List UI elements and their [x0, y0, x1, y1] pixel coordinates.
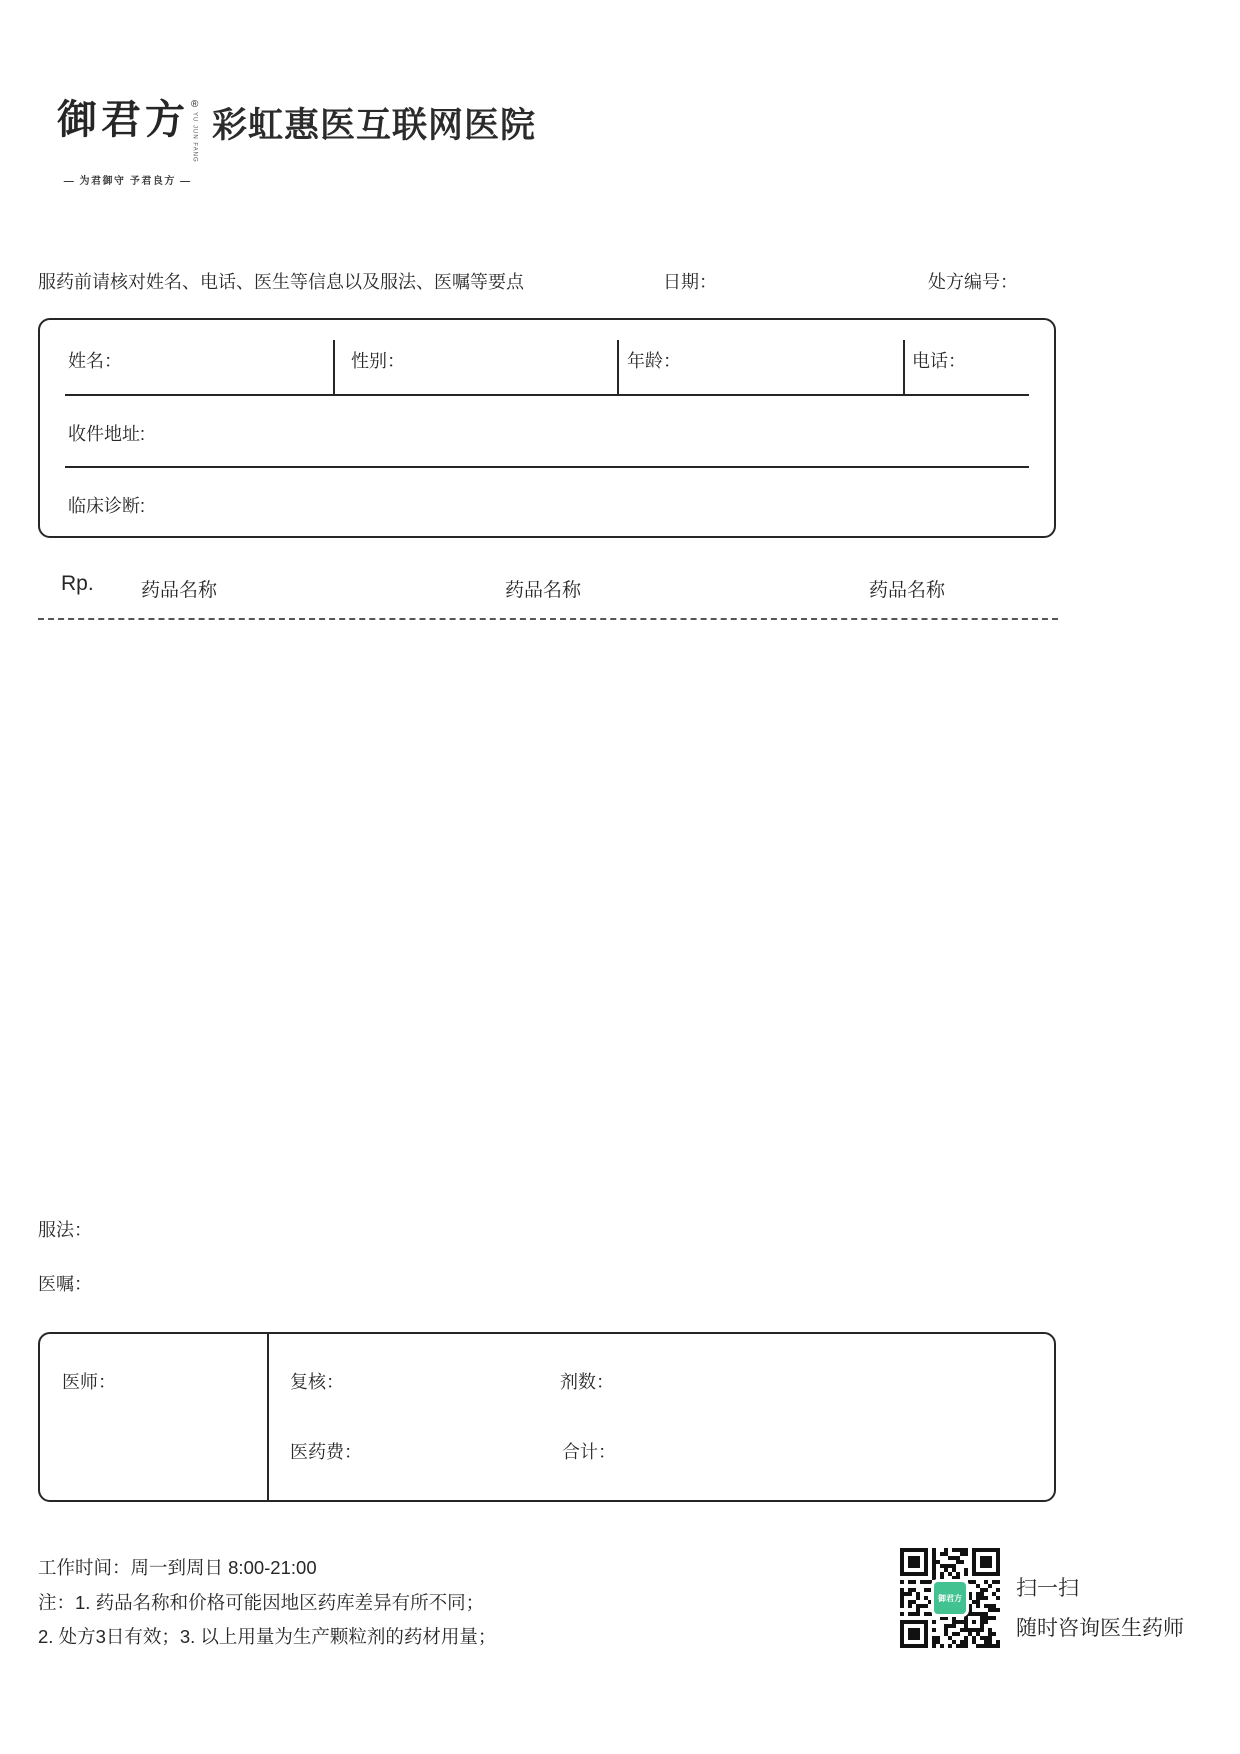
patient-phone-label: 电话：: [912, 351, 966, 371]
footer-note-line2: 2. 处方3日有效；3. 以上用量为生产颗粒剂的药材用量；: [38, 1626, 497, 1647]
row-separator: [65, 466, 1029, 468]
rx-number-label: 处方编号：: [928, 272, 1018, 292]
usage-method-label: 服法：: [38, 1220, 92, 1240]
registered-trademark-icon: ®: [191, 99, 199, 110]
review-label: 复核：: [290, 1372, 344, 1392]
hospital-name: 彩虹惠医互联网医院: [212, 106, 537, 145]
brand-name: 御君方: [57, 96, 189, 143]
brand-vertical-text: YU JUN FANG: [191, 112, 198, 163]
drug-name-column-header: 药品名称: [505, 580, 582, 601]
signature-fee-box: [38, 1332, 1056, 1502]
column-divider: [903, 340, 905, 396]
drug-name-column-header: 药品名称: [869, 580, 946, 601]
dose-count-label: 剂数：: [560, 1372, 614, 1392]
patient-age-label: 年龄：: [627, 351, 681, 371]
total-label: 合计：: [562, 1442, 616, 1462]
qr-code: [900, 1548, 1000, 1648]
brand-logo: [57, 96, 199, 187]
qr-scan-label: 扫一扫: [1016, 1577, 1079, 1600]
brand-tagline: — 为君御守 予君良方 —: [63, 175, 192, 187]
medicine-fee-label: 医药费：: [290, 1442, 362, 1462]
date-label: 日期：: [663, 272, 717, 292]
qr-center-brand-logo: 御君方: [931, 1579, 969, 1617]
dashed-divider: [38, 618, 1058, 620]
row-separator: [65, 394, 1029, 396]
clinical-diagnosis-label: 临床诊断:: [68, 496, 146, 516]
shipping-address-label: 收件地址:: [68, 424, 146, 444]
column-divider: [617, 340, 619, 396]
patient-gender-label: 性别：: [351, 351, 405, 371]
patient-name-label: 姓名：: [68, 351, 122, 371]
rp-label: Rp.: [61, 572, 94, 595]
qr-scan-hint: 随时咨询医生药师: [1016, 1617, 1184, 1640]
doctor-advice-label: 医嘱：: [38, 1274, 92, 1294]
footer-note-line1: 注：1. 药品名称和价格可能因地区药库差异有所不同；: [38, 1592, 485, 1613]
column-divider: [333, 340, 335, 396]
work-hours-text: 工作时间：周一到周日 8:00-21:00: [38, 1557, 317, 1578]
doctor-label: 医师：: [62, 1372, 116, 1392]
drug-name-column-header: 药品名称: [141, 580, 218, 601]
verification-notice: 服药前请核对姓名、电话、医生等信息以及服法、医嘱等要点: [38, 272, 524, 292]
column-divider: [267, 1334, 269, 1500]
patient-info-box: [38, 318, 1056, 538]
